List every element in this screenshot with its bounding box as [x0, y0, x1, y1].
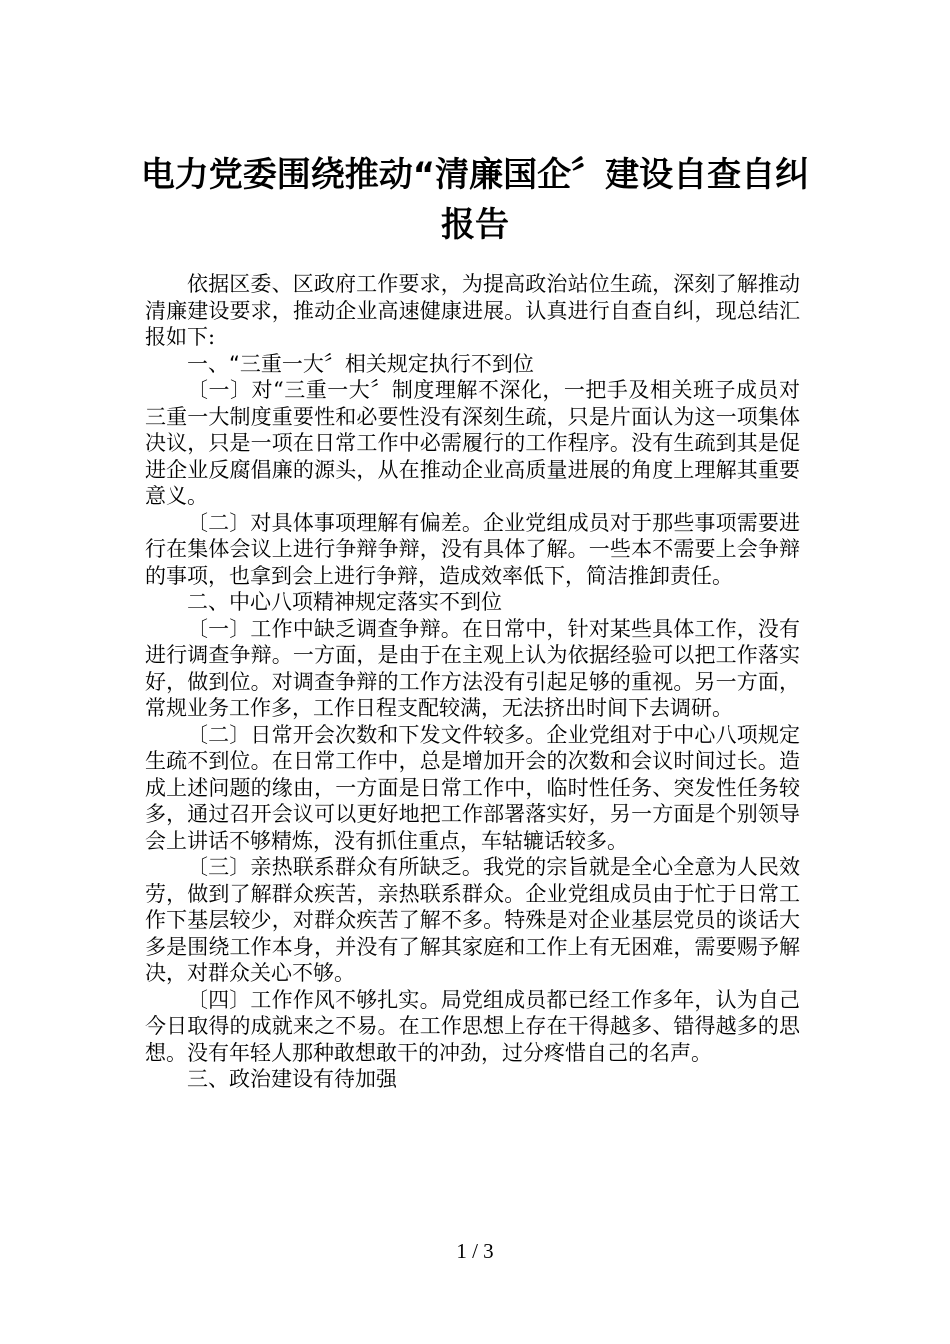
paragraph-2-4: 〔四〕工作作风不够扎实。局党组成员都已经工作多年，认为自己今日取得的成就来之不易。在工作思想上存在干得越多、错得越多的思想。没有年轻人那种敢想敢干的冲劲，过分疼惜自己的名声。	[145, 987, 800, 1065]
section-heading-3: 三、政治建设有待加强	[187, 1067, 397, 1091]
section-heading-2: 二、中心八项精神规定落实不到位	[187, 590, 502, 614]
paragraph-2-1: 〔一〕工作中缺乏调查争辩。在日常中，针对某些具体工作，没有进行调查争辩。一方面，是由于在主观上认为依据经验可以把工作落实好，做到位。对调查争辩的工作方法没有引起足够的重视。另一方面，常规业务工作多，工作日程支配较满，无法挤出时间下去调研。	[145, 616, 800, 720]
paragraph-1-2: 〔二〕对具体事项理解有偏差。企业党组成员对于那些事项需要进行在集体会议上进行争辩争辩，没有具体了解。一些本不需要上会争辩的事项，也拿到会上进行争辩，造成效率低下，简洁推卸责任。	[145, 510, 800, 588]
page-number: 1 / 3	[456, 1239, 494, 1263]
paragraph-1-1: 〔一〕对“三重一大〞制度理解不深化，一把手及相关班子成员对三重一大制度重要性和必要性没有深刻生疏，只是片面认为这一项集体决议，只是一项在日常工作中必需履行的工作程序。没有生疏到其是促进企业反腐倡廉的源头，从在推动企业高质量进展的角度上理解其重要意义。	[145, 378, 800, 508]
section-heading-1: 一、“三重一大〞相关规定执行不到位	[187, 351, 534, 376]
paragraph-intro: 依据区委、区政府工作要求，为提高政治站位生疏，深刻了解推动清廉建设要求，推动企业高速健康进展。认真进行自查自纠，现总结汇报如下:	[145, 272, 800, 349]
paragraph-2-2: 〔二〕日常开会次数和下发文件较多。企业党组对于中心八项规定生疏不到位。在日常工作中，总是增加开会的次数和会议时间过长。造成上述问题的缘由，一方面是日常工作中，临时性任务、突发性任务较多，通过召开会议可以更好地把工作部署落实好，另一方面是个别领导会上讲话不够精炼，没有抓住重点，车轱辘话较多。	[145, 722, 800, 853]
paragraph-2-3: 〔三〕亲热联系群众有所缺乏。我党的宗旨就是全心全意为人民效劳，做到了解群众疾苦，亲热联系群众。企业党组成员由于忙于日常工作下基层较少，对群众疾苦了解不多。特殊是对企业基层党员的谈话大多是围绕工作本身，并没有了解其家庭和工作上有无困难，需要赐予解决，对群众关心不够。	[145, 855, 800, 985]
document-body	[145, 271, 800, 1093]
document-title: 电力党委围绕推动“清廉国企〞建设自查自纠报告	[140, 155, 810, 245]
